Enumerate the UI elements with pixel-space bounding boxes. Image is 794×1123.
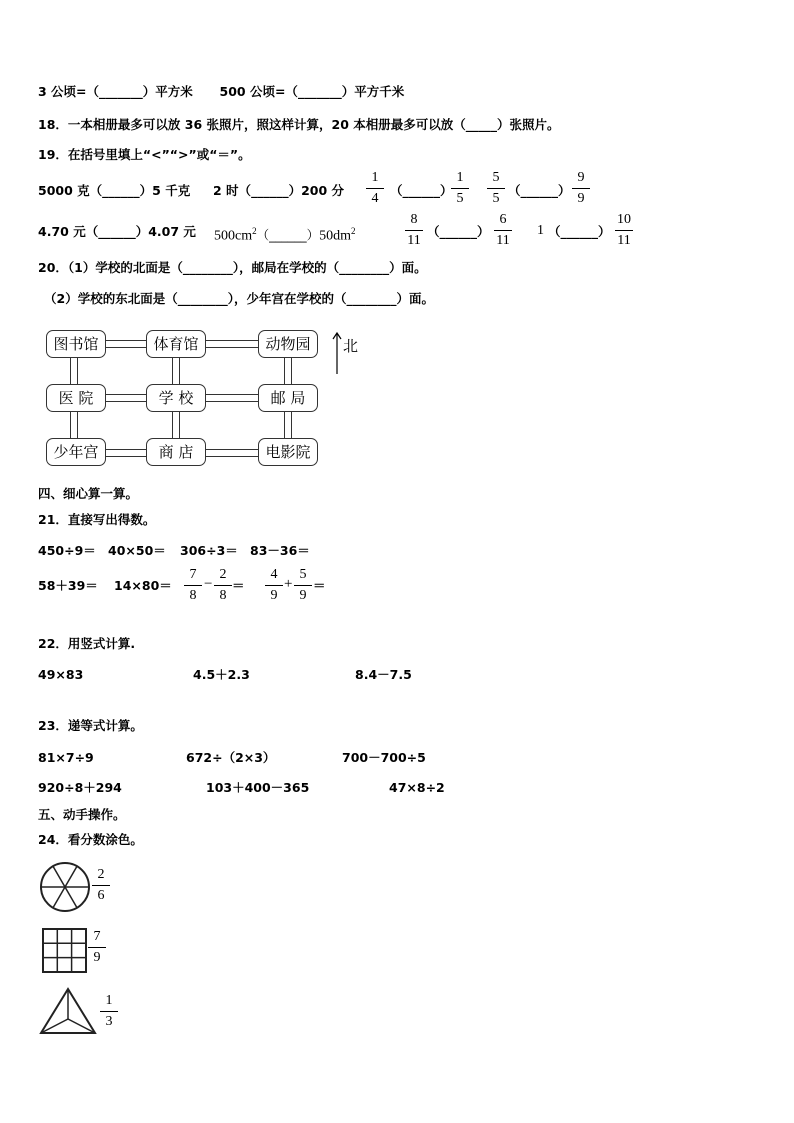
calc-item: 920÷8＋294 [38,780,122,795]
answer-blank[interactable]: _______ [297,84,342,99]
north-label: 北 [343,337,359,355]
q21-title: 21．直接写出得数。 [38,512,156,527]
fraction: 6 11 [492,212,514,249]
q19-title: 19．在括号里填上“<”“>”或“＝”。 [38,147,251,162]
answer-blank[interactable]: ______ [102,183,140,198]
q24-title: 24．看分数涂色。 [38,832,143,847]
calc-item: 47×8÷2 [389,780,445,795]
fraction: 9 9 [570,170,592,207]
north-arrow-icon [330,330,344,376]
answer-blank[interactable]: （______） [548,224,611,239]
map-cinema: 电影院 [258,438,318,466]
calc-item: 450÷9＝ [38,543,96,558]
road [106,394,146,402]
calc-item: 700－700÷5 [342,750,426,765]
q19-compare-6: $500cm^2(\_\_\_\_\_\_)50dm^2$ [214,226,356,244]
fraction: 5 9 [292,567,314,604]
calc-item: 103＋400－365 [206,780,310,795]
equals: ＝ [232,578,245,593]
calc-item: 672÷（2×3） [186,750,276,765]
q23-title: 23．递等式计算。 [38,718,143,733]
map-gym: 体育馆 [146,330,206,358]
q18-line: 18．一本相册最多可以放 36 张照片，照这样计算，20 本相册最多可以放（_____）张照片。 [38,117,560,132]
road [172,358,180,384]
calc-item: 83－36＝ [250,543,310,558]
answer-blank[interactable]: ______ [269,227,307,243]
divided-triangle-shape[interactable] [38,986,98,1038]
q19-compare-1: 5000 克（______）5 千克 [38,183,191,198]
calc-item: 4.5＋2.3 [193,667,250,682]
operator: − [204,576,213,592]
fraction: 4 9 [263,567,285,604]
calc-item: 49×83 [38,667,84,682]
answer-blank[interactable]: _______ [99,84,143,99]
fraction: 10 11 [617,212,631,248]
number-one: 1 [537,223,544,238]
calc-item: 58＋39＝ [38,578,98,593]
q22-title: 22．用竖式计算. [38,636,136,651]
road [106,340,146,348]
divided-circle-shape[interactable] [38,860,94,916]
calc-item: 14×80＝ [114,578,172,593]
calc-item: 8.4－7.5 [355,667,412,682]
answer-blank[interactable]: ______ [251,183,289,198]
equals: ＝ [313,578,326,593]
q17-line: 3 公顷=（_______）平方米 500 公顷=（_______）平方千米 [38,84,405,99]
answer-blank[interactable]: ______ [98,224,136,239]
operator: + [284,576,293,592]
map-zoo: 动物园 [258,330,318,358]
grid-3x3-shape[interactable] [41,927,89,975]
road [284,412,292,438]
q19-compare-2: 2 时（______）200 分 [213,183,345,198]
q20-line2: （2）学校的东北面是（________），少年宫在学校的（________）面。 [44,291,434,306]
road [70,358,78,384]
fraction: 7 8 [182,567,204,604]
calc-item: 306÷3＝ [180,543,238,558]
map-hospital: 医 院 [46,384,106,412]
fraction: 1 4 [364,170,386,207]
fraction: 2 8 [212,567,234,604]
section-4-title: 四、细心算一算。 [38,486,139,501]
calc-item: 81×7÷9 [38,750,94,765]
calc-item: 40×50＝ [108,543,166,558]
road [206,449,258,457]
answer-blank[interactable]: （______） [427,224,490,239]
answer-blank[interactable]: _____ [465,117,497,132]
map-shop: 商 店 [146,438,206,466]
map-youth-palace: 少年宫 [46,438,106,466]
road [284,358,292,384]
section-5-title: 五、动手操作。 [38,807,126,822]
fraction: 8 11 [403,212,425,249]
map-post-office: 邮 局 [258,384,318,412]
fraction: 2 6 [90,867,112,904]
q19-compare-5: 4.70 元（______）4.07 元 [38,224,196,239]
fraction: 5 5 [485,170,507,207]
road [70,412,78,438]
answer-blank[interactable]: （______） [508,183,571,198]
road [172,412,180,438]
road [106,449,146,457]
fraction: 1 3 [98,993,120,1030]
road [206,394,258,402]
fraction: 1 5 [449,170,471,207]
q20-line1: 20．（1）学校的北面是（________），邮局在学校的（________）面。 [38,260,427,275]
answer-blank[interactable]: （______） [390,183,453,198]
fraction: 7 9 [86,929,108,966]
map-school: 学 校 [146,384,206,412]
road [206,340,258,348]
map-library: 图书馆 [46,330,106,358]
